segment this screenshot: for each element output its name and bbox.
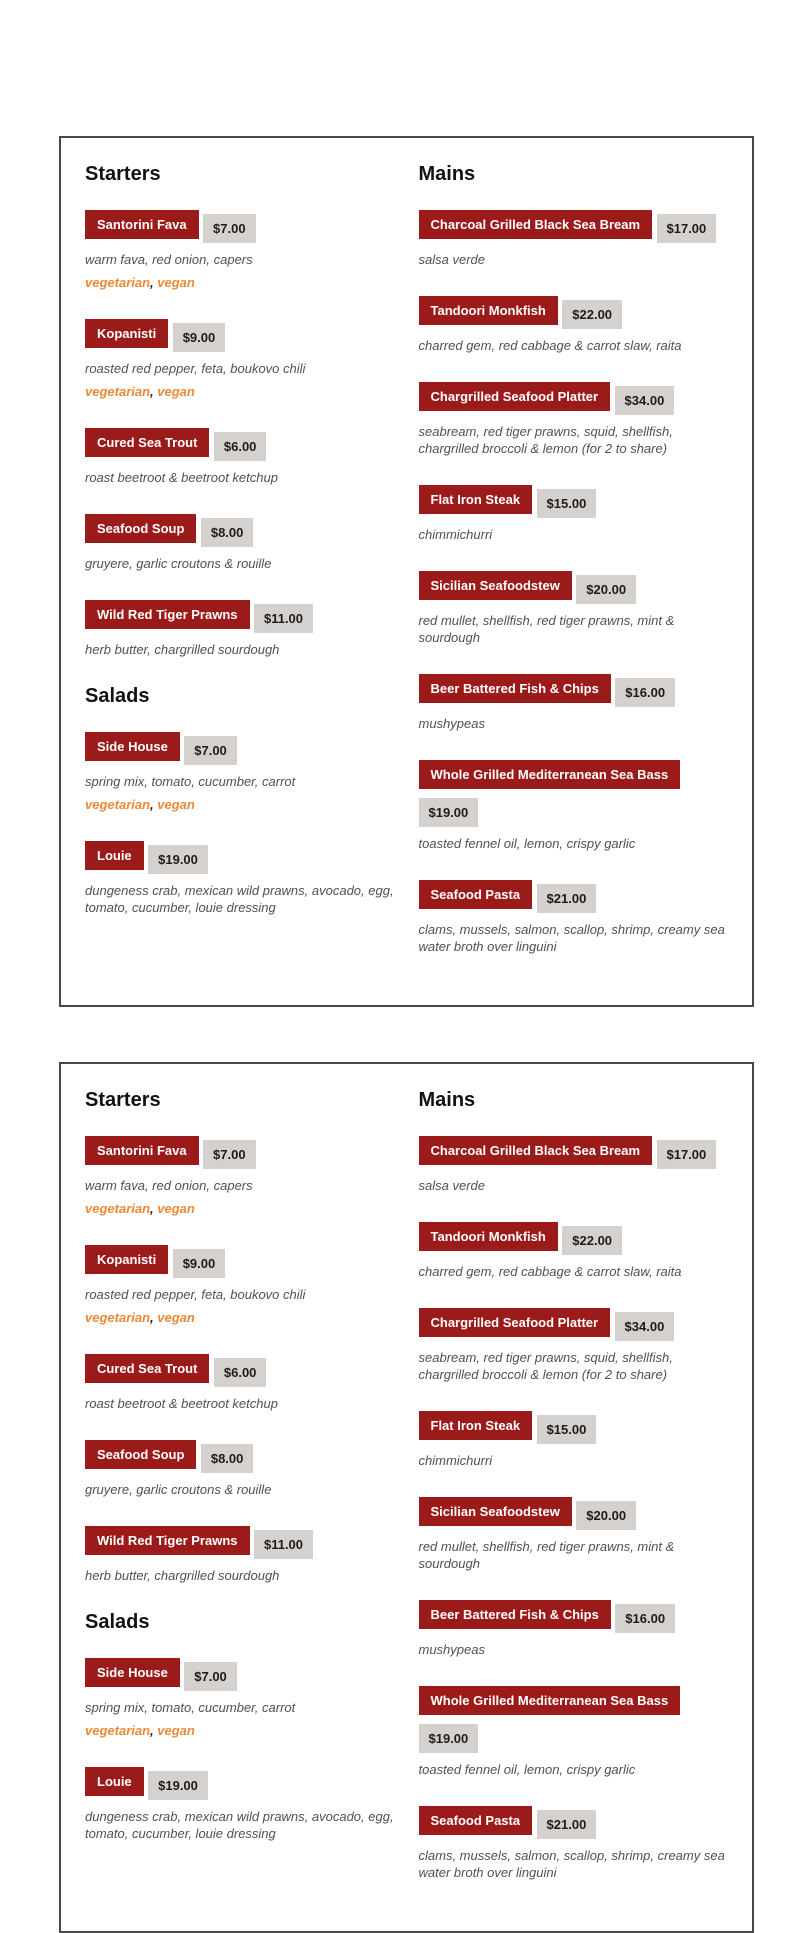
diet-tag: vegetarian	[85, 797, 151, 812]
item-name-badge: Beer Battered Fish & Chips	[419, 674, 611, 703]
menu-item	[85, 512, 395, 572]
menu-item	[419, 1598, 729, 1658]
item-price-badge: $8.00	[201, 1444, 254, 1473]
menu-item	[85, 1134, 395, 1217]
menu-item	[85, 1656, 395, 1739]
item-description: seabream, red tiger prawns, squid, shellfish, chargrilled broccoli & lemon (for 2 to share)	[418, 1350, 673, 1382]
item-name-badge: Seafood Soup	[85, 514, 196, 543]
item-price-badge: $7.00	[184, 736, 237, 765]
item-name-badge: Wild Red Tiger Prawns	[85, 1526, 250, 1555]
menu-column-left	[85, 162, 395, 942]
item-name-badge: Kopanisti	[85, 319, 168, 348]
item-price-badge: $7.00	[203, 1140, 256, 1169]
item-description: roasted red pepper, feta, boukovo chili	[85, 1287, 306, 1302]
item-price-badge: $34.00	[615, 1312, 675, 1341]
menu-grid-repeat	[85, 1088, 728, 1907]
menu-item	[419, 1306, 729, 1383]
item-price-badge: $16.00	[615, 678, 675, 707]
item-description: roasted red pepper, feta, boukovo chili	[85, 361, 306, 376]
menu-item	[85, 598, 395, 658]
item-name-badge: Whole Grilled Mediterranean Sea Bass	[419, 760, 681, 789]
item-badges	[419, 1804, 729, 1838]
item-price-badge: $20.00	[576, 575, 636, 604]
item-name-badge: Sicilian Seafoodstew	[419, 571, 572, 600]
item-badges	[85, 1524, 395, 1558]
menu-item	[85, 1352, 395, 1412]
item-name-badge: Side House	[85, 1658, 180, 1687]
item-price-badge: $19.00	[148, 1771, 208, 1800]
menu-section	[85, 1610, 395, 1842]
item-badges	[85, 730, 395, 764]
menu-item	[419, 878, 729, 955]
menu-item	[419, 1684, 729, 1778]
item-description: salsa verde	[418, 252, 485, 267]
item-description: dungeness crab, mexican wild prawns, avocado, egg, tomato, cucumber, louie dressing	[85, 883, 394, 915]
menu-section	[85, 684, 395, 916]
item-badges	[85, 839, 395, 873]
diet-tag: vegetarian	[85, 384, 151, 399]
menu-section	[85, 1088, 395, 1584]
menu-card-repeat	[59, 1062, 754, 1933]
item-name-badge: Santorini Fava	[85, 1136, 199, 1165]
item-badges	[419, 208, 729, 242]
menu-item	[85, 730, 395, 813]
menu-item	[419, 758, 729, 852]
item-description: chimmichurri	[418, 527, 493, 542]
menu-column-right	[419, 1088, 729, 1907]
item-badges	[85, 426, 395, 460]
item-name-badge: Louie	[85, 1767, 144, 1796]
menu-item	[85, 1243, 395, 1326]
menu-item	[85, 1765, 395, 1842]
item-price-badge: $6.00	[214, 432, 267, 461]
menu-item	[419, 569, 729, 646]
menu-item	[85, 317, 395, 400]
tag-separator: ,	[150, 1201, 158, 1216]
item-name-badge: Santorini Fava	[85, 210, 199, 239]
item-price-badge: $34.00	[615, 386, 675, 415]
menu-item	[85, 426, 395, 486]
section-title: Starters	[85, 1089, 161, 1111]
item-description: mushypeas	[418, 1642, 485, 1657]
item-description: spring mix, tomato, cucumber, carrot	[85, 1700, 296, 1715]
diet-tag: vegetarian	[85, 1310, 151, 1325]
item-badges	[85, 1765, 395, 1799]
diet-tag: vegetarian	[85, 1201, 151, 1216]
item-price-badge: $16.00	[615, 1604, 675, 1633]
item-price-badge: $7.00	[184, 1662, 237, 1691]
item-name-badge: Seafood Soup	[85, 1440, 196, 1469]
item-tags	[85, 1309, 395, 1326]
item-name-badge: Sicilian Seafoodstew	[419, 1497, 572, 1526]
section-title: Starters	[85, 163, 161, 185]
menu-item	[419, 672, 729, 732]
item-description: gruyere, garlic croutons & rouille	[85, 1482, 272, 1497]
item-price-badge: $9.00	[173, 1249, 226, 1278]
item-badges	[419, 294, 729, 328]
menu-item	[85, 208, 395, 291]
item-name-badge: Tandoori Monkfish	[419, 1222, 558, 1251]
item-price-badge: $22.00	[562, 300, 622, 329]
item-name-badge: Wild Red Tiger Prawns	[85, 600, 250, 629]
item-badges	[85, 1438, 395, 1472]
item-price-badge: $21.00	[537, 884, 597, 913]
item-tags	[85, 796, 395, 813]
diet-tag: vegan	[157, 1201, 195, 1216]
item-price-badge: $22.00	[562, 1226, 622, 1255]
item-price-badge: $11.00	[254, 1530, 313, 1559]
item-name-badge: Flat Iron Steak	[419, 485, 533, 514]
item-name-badge: Chargrilled Seafood Platter	[419, 1308, 611, 1337]
item-name-badge: Beer Battered Fish & Chips	[419, 1600, 611, 1629]
item-badges	[419, 483, 729, 517]
item-badges	[419, 380, 729, 414]
menu-item	[419, 380, 729, 457]
item-description: spring mix, tomato, cucumber, carrot	[85, 774, 296, 789]
item-badges	[419, 1495, 729, 1529]
item-tags	[85, 383, 395, 400]
diet-tag: vegan	[157, 275, 195, 290]
tag-separator: ,	[150, 1723, 158, 1738]
item-price-badge: $9.00	[173, 323, 226, 352]
item-name-badge: Charcoal Grilled Black Sea Bream	[419, 1136, 653, 1165]
item-description: herb butter, chargrilled sourdough	[85, 642, 280, 657]
item-price-badge: $19.00	[148, 845, 208, 874]
menu-item	[419, 294, 729, 354]
item-badges	[85, 1134, 395, 1168]
item-badges	[419, 1306, 729, 1340]
item-description: red mullet, shellfish, red tiger prawns, mint & sourdough	[418, 613, 675, 645]
item-badges	[419, 569, 729, 603]
item-description: roast beetroot & beetroot ketchup	[85, 470, 278, 485]
item-price-badge: $15.00	[537, 1415, 597, 1444]
diet-tag: vegetarian	[85, 275, 151, 290]
item-badges	[419, 1409, 729, 1443]
item-description: clams, mussels, salmon, scallop, shrimp, creamy sea water broth over linguini	[418, 1848, 725, 1880]
item-badges	[419, 672, 729, 706]
item-price-badge: $20.00	[576, 1501, 636, 1530]
menu-item	[419, 208, 729, 268]
item-description: gruyere, garlic croutons & rouille	[85, 556, 272, 571]
menu-grid-primary	[85, 162, 728, 981]
item-price-badge: $15.00	[537, 489, 597, 518]
menu-item	[85, 1524, 395, 1584]
item-tags	[85, 1722, 395, 1739]
item-description: clams, mussels, salmon, scallop, shrimp, creamy sea water broth over linguini	[418, 922, 725, 954]
item-description: warm fava, red onion, capers	[85, 252, 253, 267]
diet-tag: vegetarian	[85, 1723, 151, 1738]
tag-separator: ,	[150, 384, 158, 399]
item-name-badge: Seafood Pasta	[419, 1806, 533, 1835]
menu-column-left	[85, 1088, 395, 1868]
item-name-badge: Chargrilled Seafood Platter	[419, 382, 611, 411]
item-description: toasted fennel oil, lemon, crispy garlic	[418, 836, 636, 851]
menu-section	[419, 1088, 729, 1881]
section-title: Salads	[85, 685, 150, 707]
item-price-badge: $11.00	[254, 604, 313, 633]
item-name-badge: Seafood Pasta	[419, 880, 533, 909]
item-price-badge: $6.00	[214, 1358, 267, 1387]
item-name-badge: Louie	[85, 841, 144, 870]
section-title: Salads	[85, 1611, 150, 1633]
diet-tag: vegan	[157, 797, 195, 812]
menu-item	[419, 1134, 729, 1194]
menu-card-primary	[59, 136, 754, 1007]
item-name-badge: Tandoori Monkfish	[419, 296, 558, 325]
item-price-badge: $8.00	[201, 518, 254, 547]
item-price-badge: $17.00	[657, 1140, 717, 1169]
item-description: dungeness crab, mexican wild prawns, avocado, egg, tomato, cucumber, louie dressing	[85, 1809, 394, 1841]
diet-tag: vegan	[157, 1310, 195, 1325]
item-description: warm fava, red onion, capers	[85, 1178, 253, 1193]
item-name-badge: Cured Sea Trout	[85, 1354, 209, 1383]
item-badges	[419, 1598, 729, 1632]
tag-separator: ,	[150, 1310, 158, 1325]
item-badges	[419, 1220, 729, 1254]
item-badges	[85, 598, 395, 632]
menu-item	[419, 1220, 729, 1280]
item-description: herb butter, chargrilled sourdough	[85, 1568, 280, 1583]
item-name-badge: Cured Sea Trout	[85, 428, 209, 457]
diet-tag: vegan	[157, 384, 195, 399]
item-badges	[85, 317, 395, 351]
item-description: chimmichurri	[418, 1453, 493, 1468]
item-price-badge: $7.00	[203, 214, 256, 243]
menu-item	[85, 1438, 395, 1498]
item-price-badge: $19.00	[419, 1724, 479, 1753]
tag-separator: ,	[150, 275, 158, 290]
item-price-badge: $19.00	[419, 798, 479, 827]
menu-card-clip-region	[59, 1062, 754, 1880]
menu-item	[419, 1804, 729, 1881]
menu-section	[419, 162, 729, 955]
menu-item	[419, 1495, 729, 1572]
item-badges	[85, 512, 395, 546]
item-tags	[85, 1200, 395, 1217]
section-title: Mains	[418, 163, 476, 185]
menu-section	[85, 162, 395, 658]
item-description: red mullet, shellfish, red tiger prawns, mint & sourdough	[418, 1539, 675, 1571]
menu-column-right	[419, 162, 729, 981]
tag-separator: ,	[150, 797, 158, 812]
item-name-badge: Charcoal Grilled Black Sea Bream	[419, 210, 653, 239]
item-badges	[85, 1656, 395, 1690]
item-name-badge: Side House	[85, 732, 180, 761]
item-description: mushypeas	[418, 716, 485, 731]
item-badges	[419, 758, 729, 826]
item-description: charred gem, red cabbage & carrot slaw, raita	[418, 1264, 682, 1279]
item-name-badge: Whole Grilled Mediterranean Sea Bass	[419, 1686, 681, 1715]
item-price-badge: $17.00	[657, 214, 717, 243]
item-badges	[85, 1243, 395, 1277]
item-description: toasted fennel oil, lemon, crispy garlic	[418, 1762, 636, 1777]
item-name-badge: Flat Iron Steak	[419, 1411, 533, 1440]
diet-tag: vegan	[157, 1723, 195, 1738]
item-badges	[85, 208, 395, 242]
item-badges	[419, 1684, 729, 1752]
item-description: salsa verde	[418, 1178, 485, 1193]
item-name-badge: Kopanisti	[85, 1245, 168, 1274]
menu-item	[419, 483, 729, 543]
item-description: roast beetroot & beetroot ketchup	[85, 1396, 278, 1411]
section-title: Mains	[418, 1089, 476, 1111]
menu-item	[419, 1409, 729, 1469]
item-badges	[419, 1134, 729, 1168]
item-price-badge: $21.00	[537, 1810, 597, 1839]
item-tags	[85, 274, 395, 291]
item-description: seabream, red tiger prawns, squid, shellfish, chargrilled broccoli & lemon (for 2 to share)	[418, 424, 673, 456]
menu-item	[85, 839, 395, 916]
item-badges	[419, 878, 729, 912]
item-badges	[85, 1352, 395, 1386]
item-description: charred gem, red cabbage & carrot slaw, raita	[418, 338, 682, 353]
